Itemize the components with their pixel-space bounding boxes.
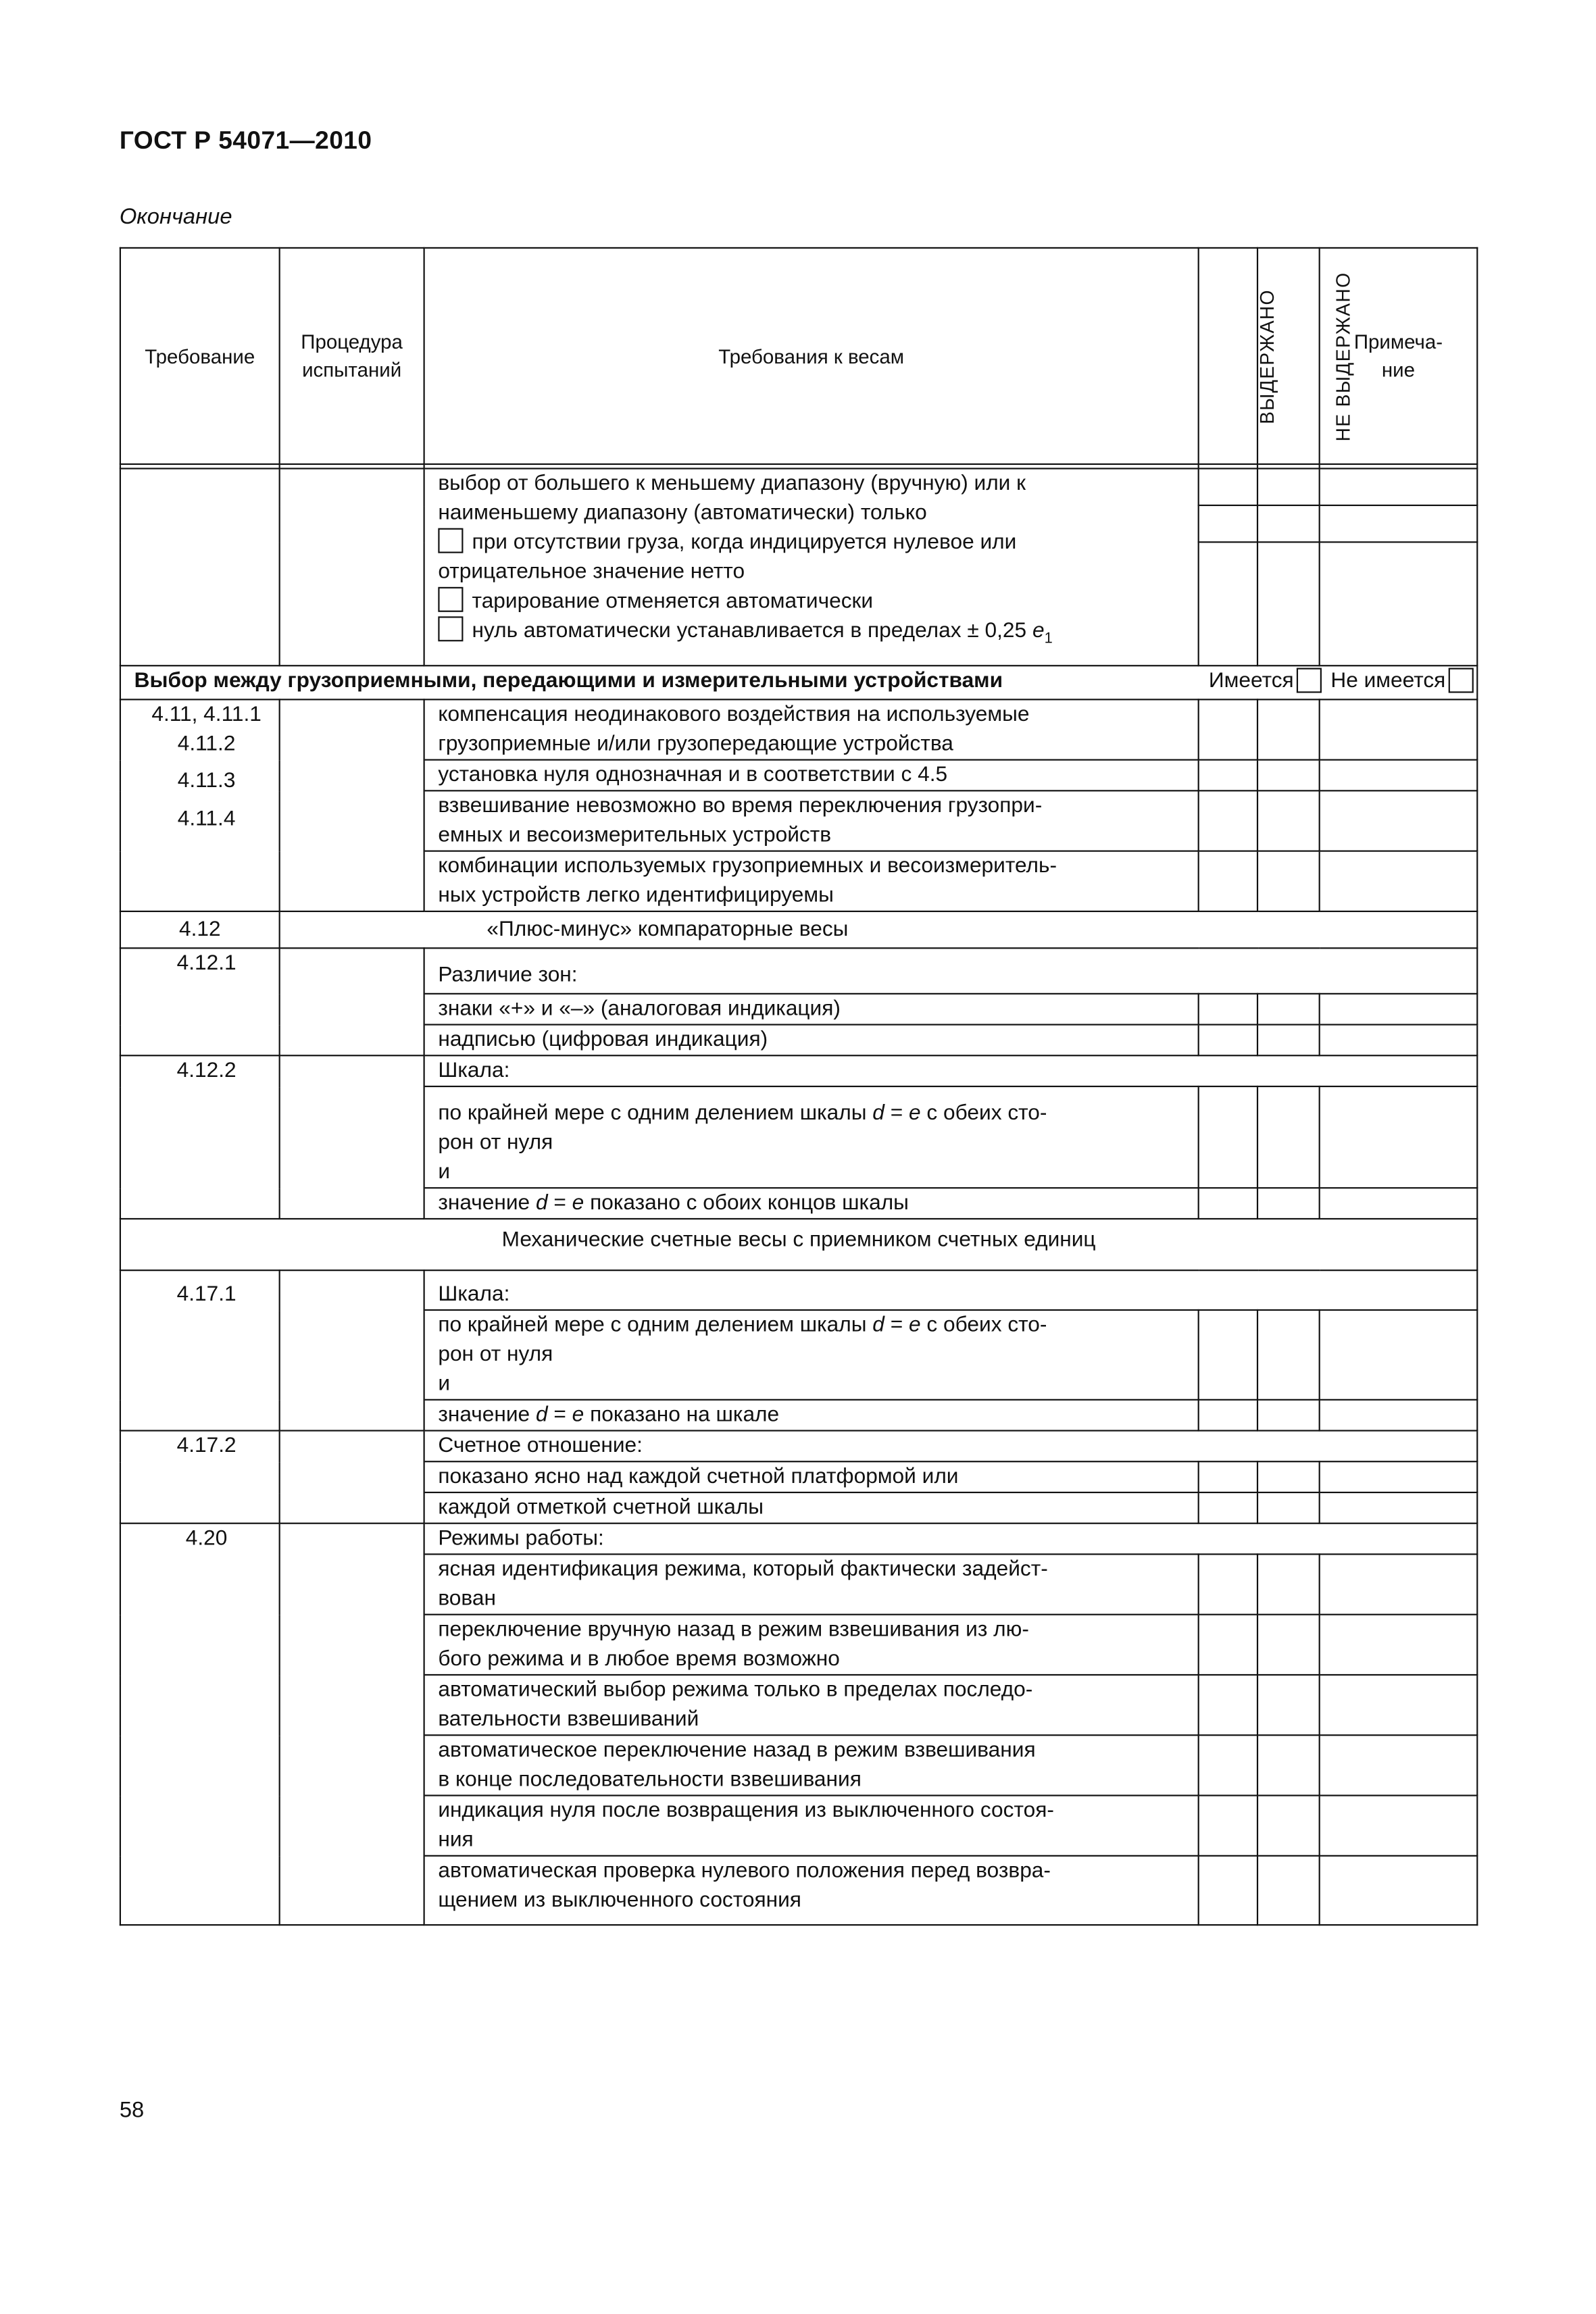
procedure-cell	[280, 948, 424, 1055]
passed-cell[interactable]	[1199, 1796, 1257, 1856]
failed-cell[interactable]	[1257, 1796, 1320, 1856]
scale-division-text-a: по крайней мере с одним делением шкалы	[438, 1101, 873, 1126]
scale-division-text-b: с обеих сто-	[920, 1313, 1047, 1338]
failed-cell[interactable]	[1257, 1310, 1320, 1400]
option-tare-cancel	[438, 587, 1197, 617]
procedure-cell	[280, 1055, 424, 1219]
note-cell[interactable]	[1320, 994, 1478, 1025]
failed-cell[interactable]	[1257, 1856, 1320, 1925]
passed-cell[interactable]	[1199, 542, 1257, 665]
symbol-e: e	[572, 1191, 584, 1215]
scale-division-line1	[438, 1311, 1197, 1340]
zero-indication-line1: индикация нуля после возвращения из выключенного состоя-	[438, 1799, 1054, 1823]
symbol-eq: =	[547, 1191, 572, 1215]
failed-cell[interactable]	[1257, 790, 1320, 851]
header-procedure-line2: испытаний	[302, 359, 402, 381]
passed-cell[interactable]	[1199, 760, 1257, 791]
mode-identification-line1: ясная идентификация режима, который фактически задейст-	[438, 1557, 1048, 1582]
text-cell	[424, 1615, 1199, 1675]
zones-heading: Различие зон:	[424, 948, 1478, 993]
checkbox-zero-auto[interactable]	[438, 616, 463, 641]
table-row	[120, 469, 1477, 505]
req-4-11-3: 4.11.3	[177, 769, 236, 793]
req-4-11-2: 4.11.2	[177, 732, 236, 757]
req-4-12: 4.12	[120, 911, 280, 948]
note-cell[interactable]	[1320, 760, 1478, 791]
req-4-20: 4.20	[120, 1524, 280, 1925]
passed-cell[interactable]	[1199, 469, 1257, 505]
note-cell[interactable]	[1320, 1796, 1478, 1856]
section-title-comparator: «Плюс-минус» компараторные весы	[280, 911, 1478, 948]
failed-cell[interactable]	[1257, 1025, 1320, 1056]
modes-heading: Режимы работы:	[424, 1524, 1478, 1555]
passed-cell[interactable]	[1199, 790, 1257, 851]
passed-cell[interactable]	[1199, 1310, 1257, 1400]
weighing-switch-line2: емных и весоизмерительных устройств	[438, 824, 832, 848]
scale-heading: Шкала:	[424, 1055, 1478, 1086]
passed-cell[interactable]	[1199, 1025, 1257, 1056]
selection-choices	[1209, 666, 1476, 696]
combination-line2: ных устройств легко идентифицируемы	[438, 884, 834, 908]
selection-yes-label: Имеется	[1208, 669, 1294, 693]
section-row	[120, 1219, 1477, 1270]
scale-division-text-b: с обеих сто-	[920, 1101, 1047, 1126]
failed-cell[interactable]	[1257, 505, 1320, 542]
procedure-cell	[280, 699, 424, 911]
failed-cell[interactable]	[1257, 1086, 1320, 1188]
zones-digital-text: надписью (цифровая индикация)	[424, 1025, 1199, 1056]
table-row	[120, 1524, 1477, 1555]
section-row	[120, 911, 1477, 948]
checkbox-no-load[interactable]	[438, 528, 463, 553]
procedure-cell	[280, 1524, 424, 1925]
note-cell[interactable]	[1320, 1310, 1478, 1400]
symbol-d: d	[872, 1101, 884, 1126]
zero-check-line1: автоматическая проверка нулевого положения перед возвра-	[438, 1859, 1051, 1884]
option-no-load-text: при отсутствии груза, когда индицируется нулевое или	[472, 531, 1017, 555]
compensation-line1: компенсация неодинакового воздействия на используемые	[438, 703, 1030, 727]
ratio-scale-mark-text: каждой отметкой счетной шкалы	[424, 1492, 1199, 1524]
auto-select-line2: вательности взвешиваний	[438, 1707, 699, 1732]
note-cell[interactable]	[1320, 542, 1478, 665]
note-cell[interactable]	[1320, 1400, 1478, 1431]
scale-heading: Шкала:	[424, 1270, 1478, 1310]
note-cell[interactable]	[1320, 1615, 1478, 1675]
failed-cell[interactable]	[1257, 1615, 1320, 1675]
symbol-e: e	[909, 1101, 921, 1126]
text-cell	[424, 1310, 1199, 1400]
passed-cell[interactable]	[1199, 1086, 1257, 1188]
req-4-12-1: 4.12.1	[120, 948, 280, 1055]
option-no-load	[438, 528, 1197, 558]
passed-cell[interactable]	[1199, 1615, 1257, 1675]
procedure-cell	[280, 1270, 424, 1430]
section-title-counting: Механические счетные весы с приемником счетных единиц	[120, 1219, 1477, 1270]
table-header-row	[120, 248, 1477, 464]
scale-division-and: и	[438, 1372, 451, 1397]
continuation-label: Окончание	[119, 204, 232, 230]
table-row	[120, 1055, 1477, 1086]
text-cell	[424, 851, 1199, 911]
selection-no-label: Не имеется	[1330, 669, 1446, 693]
option-zero-auto-symbol: e	[1032, 619, 1045, 643]
header-passed	[1199, 248, 1278, 464]
passed-cell[interactable]	[1199, 1554, 1257, 1614]
zero-setting-text: установка нуля однозначная и в соответствии с 4.5	[424, 760, 1199, 791]
header-procedure	[280, 248, 424, 464]
selection-cell	[120, 665, 1477, 699]
note-cell[interactable]	[1320, 851, 1478, 911]
passed-cell[interactable]	[1199, 1856, 1257, 1925]
note-cell[interactable]	[1320, 790, 1478, 851]
passed-cell[interactable]	[1199, 1735, 1257, 1795]
failed-cell[interactable]	[1257, 1461, 1320, 1492]
ratio-heading: Счетное отношение:	[424, 1431, 1478, 1462]
scale-division-line2: рон от нуля	[438, 1131, 553, 1155]
header-note-line1: Примеча-	[1353, 330, 1443, 353]
combination-line1: комбинации используемых грузоприемных и весоизмеритель-	[438, 855, 1057, 878]
table-row	[120, 948, 1477, 993]
req-4-11: 4.11, 4.11.1	[151, 703, 261, 727]
req-cell	[120, 469, 280, 666]
text-cell	[424, 1856, 1199, 1925]
header-passed-label: ВЫДЕРЖАНО	[1255, 288, 1278, 424]
checkbox-tare-cancel[interactable]	[438, 587, 463, 612]
symbol-e: e	[909, 1313, 921, 1338]
auto-select-line1: автоматический выбор режима только в пределах последо-	[438, 1678, 1033, 1703]
note-cell[interactable]	[1320, 1025, 1478, 1056]
header-note-line2: ние	[1381, 359, 1416, 381]
text-cell	[424, 790, 1199, 851]
failed-cell[interactable]	[1257, 542, 1320, 665]
passed-cell[interactable]	[1199, 1400, 1257, 1431]
range-selection-cell	[424, 469, 1199, 666]
passed-cell[interactable]	[1199, 1461, 1257, 1492]
zones-analog-text: знаки «+» и «–» (аналоговая индикация)	[424, 994, 1199, 1025]
header-requirement: Требование	[120, 248, 280, 464]
zero-check-line2: щением из выключенного состояния	[438, 1888, 801, 1913]
text-cell	[424, 699, 1199, 759]
text-cell	[424, 1400, 1199, 1431]
symbol-d: d	[872, 1313, 884, 1338]
note-cell[interactable]	[1320, 1675, 1478, 1735]
req-4-17-2: 4.17.2	[120, 1431, 280, 1524]
selection-label: Выбор между грузоприемными, передающими и измерительными устройствами	[134, 669, 1003, 693]
auto-switch-back-line1: автоматическое переключение назад в режим взвешивания	[438, 1738, 1036, 1763]
scale-division-and: и	[438, 1160, 451, 1184]
symbol-eq: =	[884, 1313, 909, 1338]
scale-value-text-a: значение	[438, 1403, 536, 1428]
option-zero-auto-text: нуль автоматически устанавливается в пределах ± 0,25	[472, 619, 1032, 643]
note-cell[interactable]	[1320, 1856, 1478, 1925]
note-cell[interactable]	[1320, 469, 1478, 505]
note-cell[interactable]	[1320, 505, 1478, 542]
text-cell	[424, 1735, 1199, 1795]
header-procedure-line1: Процедура	[301, 330, 403, 353]
note-cell[interactable]	[1320, 1735, 1478, 1795]
document-title: ГОСТ Р 54071—2010	[119, 126, 372, 155]
scale-value-text-b: показано с обоих концов шкалы	[584, 1191, 909, 1215]
note-cell[interactable]	[1320, 1492, 1478, 1524]
symbol-d: d	[535, 1403, 548, 1428]
option-no-load-text-cont: отрицательное значение нетто	[438, 560, 745, 584]
failed-cell[interactable]	[1257, 469, 1320, 505]
table-row	[120, 1270, 1477, 1310]
range-selection-line1: выбор от большего к меньшему диапазону (вручную) или к	[438, 472, 1026, 496]
failed-cell[interactable]	[1257, 1735, 1320, 1795]
note-cell[interactable]	[1320, 1461, 1478, 1492]
req-4-12-2: 4.12.2	[120, 1055, 280, 1219]
ratio-platform-text: показано ясно над каждой счетной платформой или	[424, 1461, 1199, 1492]
scale-division-line1	[438, 1099, 1197, 1129]
failed-cell[interactable]	[1257, 1554, 1320, 1614]
table-row	[120, 699, 1477, 759]
scale-value-text-b: показано на шкале	[584, 1403, 780, 1428]
failed-cell[interactable]	[1257, 1400, 1320, 1431]
passed-cell[interactable]	[1199, 851, 1257, 911]
scale-division-text-a: по крайней мере с одним делением шкалы	[438, 1313, 873, 1338]
manual-switch-line2: бого режима и в любое время возможно	[438, 1647, 840, 1671]
passed-cell[interactable]	[1199, 505, 1257, 542]
text-cell	[424, 1188, 1199, 1219]
symbol-eq: =	[547, 1403, 572, 1428]
text-cell	[424, 1796, 1199, 1856]
failed-cell[interactable]	[1257, 994, 1320, 1025]
procedure-cell	[280, 469, 424, 666]
symbol-e: e	[572, 1403, 584, 1428]
header-failed-label: НЕ ВЫДЕРЖАНО	[1332, 271, 1355, 441]
failed-cell[interactable]	[1257, 1492, 1320, 1524]
range-selection-line2: наименьшему диапазону (автоматически) только	[438, 501, 927, 526]
note-cell[interactable]	[1320, 1554, 1478, 1614]
passed-cell[interactable]	[1199, 1492, 1257, 1524]
scale-value-text-a: значение	[438, 1191, 536, 1215]
req-cell-4-11	[120, 699, 280, 911]
failed-cell[interactable]	[1257, 851, 1320, 911]
symbol-d: d	[535, 1191, 548, 1215]
passed-cell[interactable]	[1199, 1188, 1257, 1219]
selection-row	[120, 665, 1477, 699]
failed-cell[interactable]	[1257, 699, 1320, 759]
note-cell[interactable]	[1320, 1188, 1478, 1219]
requirements-table	[120, 247, 1478, 1926]
req-4-17-1: 4.17.1	[120, 1270, 280, 1430]
req-4-11-4: 4.11.4	[177, 807, 236, 832]
failed-cell[interactable]	[1257, 1675, 1320, 1735]
scale-division-line2: рон от нуля	[438, 1342, 553, 1367]
zero-indication-line2: ния	[438, 1828, 474, 1853]
text-cell	[424, 1675, 1199, 1735]
option-zero-auto	[438, 616, 1197, 654]
symbol-eq: =	[884, 1101, 909, 1126]
note-cell[interactable]	[1320, 699, 1478, 759]
manual-switch-line1: переключение вручную назад в режим взвешивания из лю-	[438, 1618, 1029, 1642]
passed-cell[interactable]	[1199, 699, 1257, 759]
option-tare-cancel-text: тарирование отменяется автоматически	[472, 590, 874, 613]
compensation-line2: грузоприемные и/или грузопередающие устройства	[438, 732, 953, 757]
table-row	[120, 1431, 1477, 1462]
passed-cell[interactable]	[1199, 994, 1257, 1025]
note-cell[interactable]	[1320, 1086, 1478, 1188]
text-cell	[424, 1086, 1199, 1188]
checkbox-selection-no[interactable]	[1449, 668, 1474, 693]
procedure-cell	[280, 1431, 424, 1524]
text-cell	[424, 1554, 1199, 1614]
page-number: 58	[119, 2097, 145, 2123]
failed-cell[interactable]	[1257, 1188, 1320, 1219]
mode-identification-line2: вован	[438, 1587, 496, 1611]
option-zero-auto-subscript: 1	[1044, 630, 1053, 647]
checkbox-selection-yes[interactable]	[1297, 668, 1322, 693]
header-scale-requirements: Требования к весам	[424, 248, 1199, 464]
failed-cell[interactable]	[1257, 760, 1320, 791]
passed-cell[interactable]	[1199, 1675, 1257, 1735]
weighing-switch-line1: взвешивание невозможно во время переключения грузопри-	[438, 794, 1043, 818]
auto-switch-back-line2: в конце последовательности взвешивания	[438, 1768, 862, 1792]
